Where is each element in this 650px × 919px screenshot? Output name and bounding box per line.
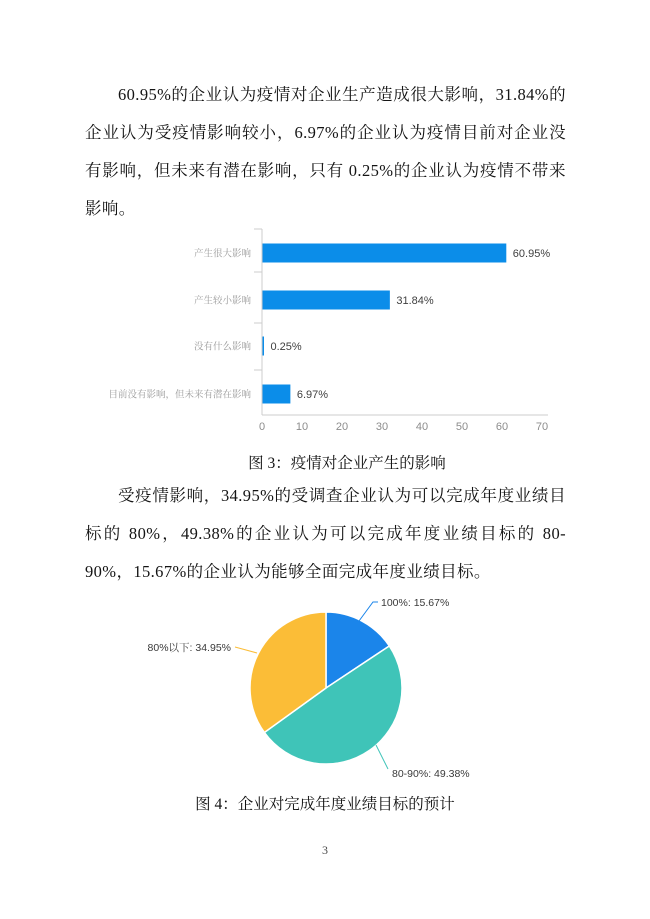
page-number: 3 [322, 843, 328, 857]
bar-chart-svg [85, 228, 560, 446]
pie-slice-label-1: 80-90%: 49.38% [392, 768, 470, 780]
x-tick-label: 30 [375, 421, 389, 433]
bar-0 [263, 244, 507, 263]
x-tick-label: 70 [535, 421, 549, 433]
pie-chart-figure4 [140, 590, 520, 790]
x-tick-label: 20 [335, 421, 349, 433]
pie-leader-line-1 [376, 745, 388, 769]
bar-value-label: 31.84% [396, 295, 434, 307]
bar-2 [263, 337, 265, 356]
bar-chart-figure3 [85, 228, 560, 446]
x-tick-label: 50 [455, 421, 469, 433]
bar-value-label: 0.25% [270, 341, 302, 353]
pie-slice-label-0: 100%: 15.67% [381, 597, 450, 609]
x-tick-label: 60 [495, 421, 509, 433]
bar-3 [263, 385, 291, 404]
x-tick-label: 10 [295, 421, 309, 433]
pie-slice-label-2: 80%以下: 34.95% [147, 642, 231, 654]
pie-leader-line-2 [235, 647, 257, 653]
bar-category-label: 没有什么影响 [193, 341, 251, 353]
x-tick-label: 40 [415, 421, 429, 433]
paragraph-impact-summary: 60.95%的企业认为疫情对企业生产造成很大影响，31.84%的企业认为受疫情影响较小，6.97%的企业认为疫情目前对企业没有影响，但未来有潜在影响，只有 0.25%的企业认为疫情不带来影响。 [85, 85, 566, 218]
figure4-caption: 图 4：企业对完成年度业绩目标的预计 [195, 796, 455, 813]
paragraph-target-summary: 受疫情影响，34.95%的受调查企业认为可以完成年度业绩目标的 80%，49.38%的企业认为可以完成年度业绩目标的 80-90%，15.67%的企业认为能够全面完成年度业绩目标。 [85, 486, 566, 581]
x-tick-label: 0 [258, 421, 266, 433]
bar-category-label: 目前没有影响，但未来有潜在影响 [108, 389, 251, 401]
bar-value-label: 60.95% [512, 248, 551, 260]
bar-1 [263, 291, 390, 310]
figure3-caption: 图 3：疫情对企业产生的影响 [248, 455, 446, 472]
bar-value-label: 6.97% [296, 389, 329, 401]
pie-leader-line-0 [359, 602, 378, 621]
pie-chart-svg [140, 590, 520, 790]
bar-category-label: 产生较小影响 [193, 295, 251, 307]
bar-category-label: 产生很大影响 [193, 248, 251, 260]
